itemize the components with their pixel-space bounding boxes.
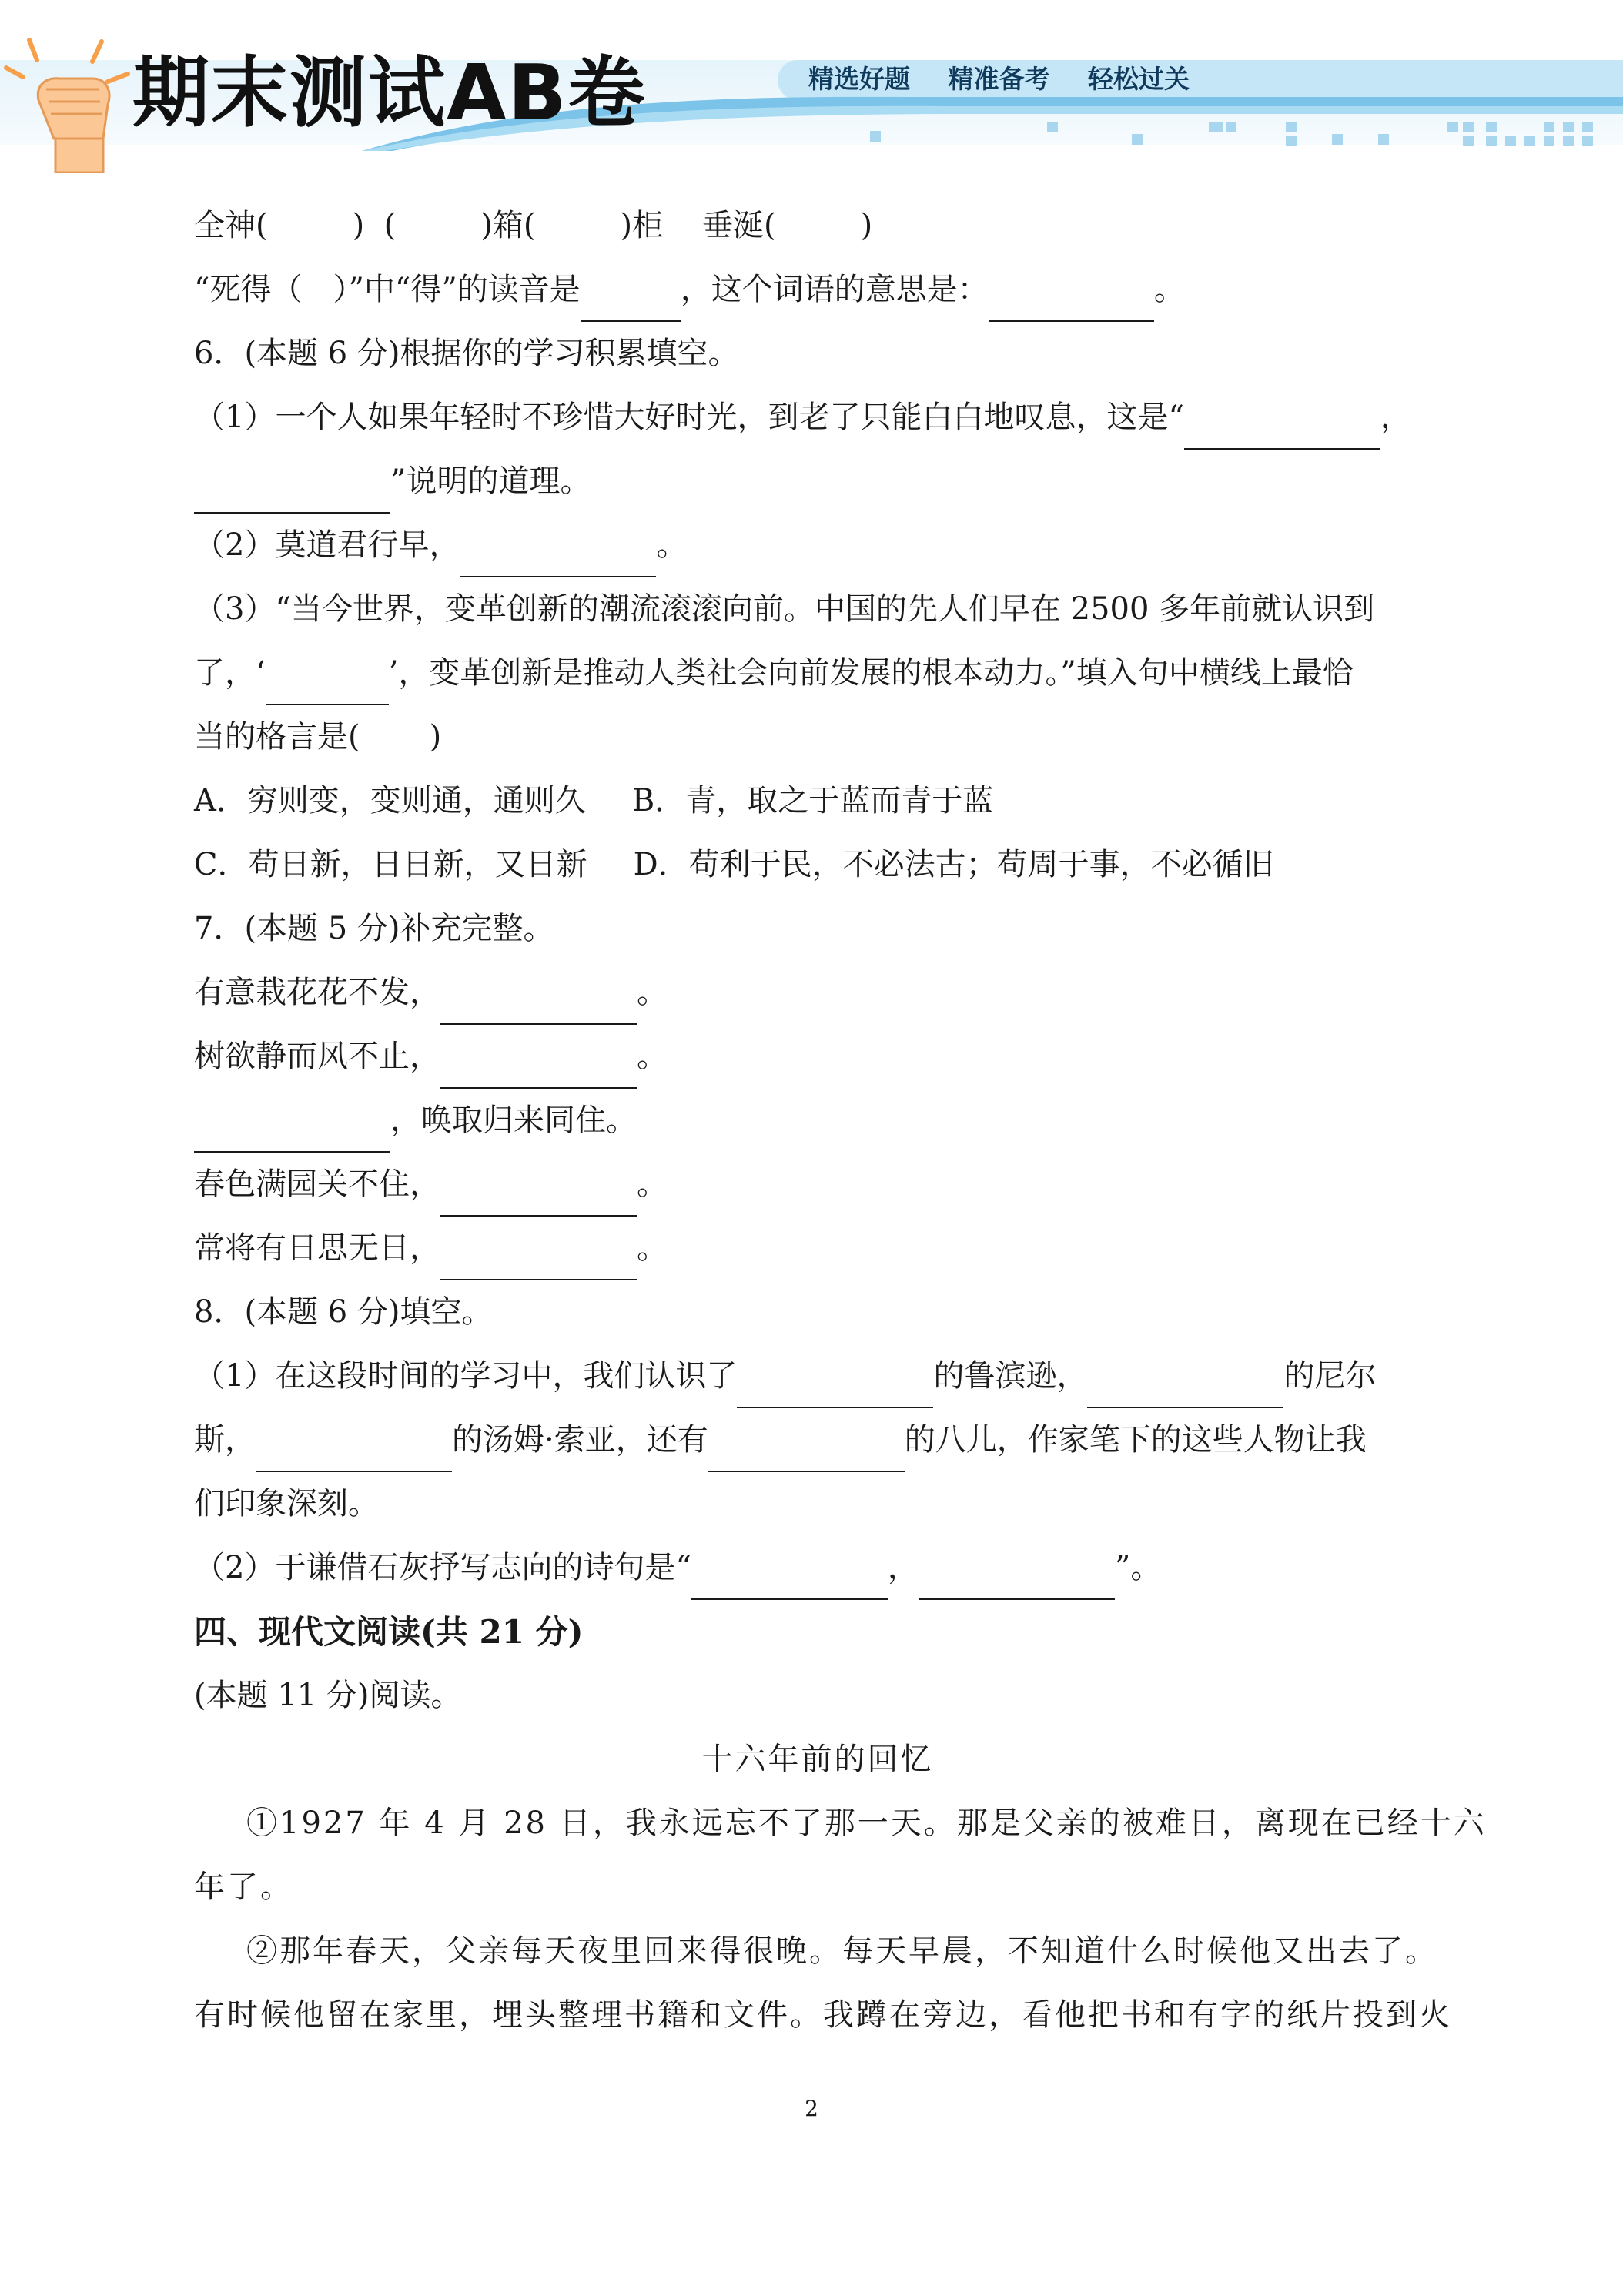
text-line <box>194 705 1441 769</box>
text: （1）一个人如果年轻时不珍惜大好时光，到老了只能白白地叹息，这是“ <box>194 400 1184 435</box>
answer-blank[interactable] <box>737 1368 933 1408</box>
text-line: （3）“当今世界，变革创新的潮流滚滚向前。中国的先人们早在 2500 多年前就认识到 <box>194 591 1375 627</box>
text: 了，‘ <box>194 655 266 691</box>
text-line <box>194 1344 1441 1408</box>
answer-blank[interactable] <box>194 1113 390 1153</box>
answer-blank[interactable] <box>989 282 1154 322</box>
text: 树欲静而风不止， <box>194 1039 440 1074</box>
text: )箱( <box>480 208 536 243</box>
text-line <box>194 514 1441 577</box>
paragraph-line: 有时候他留在家里，埋头整理书籍和文件。我蹲在旁边，看他把书和有字的纸片投到火 <box>194 1997 1452 2033</box>
answer-blank[interactable] <box>440 1049 637 1089</box>
text-line <box>194 450 1441 514</box>
header-dots-decoration <box>870 115 1609 154</box>
text: 。 <box>656 527 688 563</box>
text-line <box>194 1153 1441 1217</box>
answer-blank[interactable] <box>194 474 390 514</box>
text: 。 <box>637 1039 668 1074</box>
text: 的鲁滨逊， <box>933 1358 1088 1394</box>
text: ) <box>352 208 365 243</box>
text-line <box>194 641 1441 705</box>
text: ”。 <box>1114 1550 1162 1585</box>
answer-blank[interactable] <box>440 1240 637 1280</box>
tagline-item: 轻松过关 <box>1088 64 1190 94</box>
answer-blank[interactable] <box>708 1432 905 1472</box>
page-number: 2 <box>805 2096 818 2121</box>
tagline-item: 精准备考 <box>948 64 1050 94</box>
text-line <box>194 194 1441 258</box>
answer-blank[interactable] <box>440 985 637 1025</box>
option-line <box>194 833 1441 897</box>
story-title: 十六年前的回忆 <box>701 1742 934 1777</box>
paragraph-line: ①1927 年 4 月 28 日，我永远忘不了那一天。那是父亲的被难日，离现在已经十六 <box>246 1806 1487 1841</box>
text-line <box>194 961 1441 1025</box>
text: )柜 <box>620 208 664 243</box>
text: ”说明的道理。 <box>390 464 591 499</box>
text: 有意栽花花不发， <box>194 975 440 1010</box>
text: ) <box>429 719 442 755</box>
fist-icon <box>0 31 135 173</box>
answer-blank[interactable] <box>581 282 681 322</box>
option-b[interactable]: B．青，取之于蓝而青于蓝 <box>631 783 994 818</box>
text-line <box>194 1408 1441 1472</box>
text: 。 <box>637 975 668 1010</box>
question-title: 8．(本题 6 分)填空。 <box>194 1294 493 1330</box>
text-line <box>194 1089 1441 1153</box>
option-d[interactable]: D．苟利于民，不必法古；苟周于事，不必循旧 <box>633 847 1274 882</box>
text: 。 <box>637 1230 668 1266</box>
text: 的尼尔 <box>1283 1358 1377 1394</box>
text-line <box>194 386 1441 450</box>
answer-blank[interactable] <box>440 1176 637 1217</box>
text: ) <box>860 208 873 243</box>
text: 当的格言是( <box>194 719 360 755</box>
answer-blank[interactable] <box>691 1560 888 1600</box>
text-line <box>194 1536 1441 1600</box>
text-line <box>194 1217 1441 1280</box>
text-line: (本题 11 分)阅读。 <box>194 1678 462 1713</box>
text-line: 们印象深刻。 <box>194 1486 379 1521</box>
paragraph-line: 年了。 <box>194 1869 293 1905</box>
text: ， <box>887 1550 919 1585</box>
answer-blank[interactable] <box>256 1432 452 1472</box>
answer-blank[interactable] <box>266 665 389 705</box>
paragraph-line: ②那年春天，父亲每天夜里回来得很晚。每天早晨，不知道什么时候他又出去了。 <box>246 1933 1438 1969</box>
answer-blank[interactable] <box>460 537 656 577</box>
text: （1）在这段时间的学习中，我们认识了 <box>194 1358 738 1394</box>
text: ( <box>383 208 397 243</box>
text: ，这个词语的意思是： <box>680 272 989 307</box>
answer-blank[interactable] <box>1087 1368 1283 1408</box>
text: 的八儿，作家笔下的这些人物让我 <box>904 1422 1367 1458</box>
section-heading: 四、现代文阅读(共 21 分) <box>194 1613 584 1651</box>
text: 全神( <box>194 208 268 243</box>
tagline-item: 精选好题 <box>808 64 910 94</box>
answer-blank[interactable] <box>1184 410 1380 450</box>
question-title: 7．(本题 5 分)补充完整。 <box>194 911 554 946</box>
text: 垂涎( <box>701 208 776 243</box>
answer-blank[interactable] <box>919 1560 1115 1600</box>
option-a[interactable]: A．穷则变，变则通，通则久 <box>194 783 586 818</box>
page-title: 期末测试AB卷 <box>132 48 647 138</box>
exam-content <box>194 194 1487 2047</box>
text-line <box>194 1025 1441 1089</box>
text: 。 <box>1153 272 1185 307</box>
text: ）”中“得”的读音是 <box>333 272 581 307</box>
header-tagline <box>808 62 1501 97</box>
text: ，唤取归来同住。 <box>390 1103 637 1138</box>
text: ’，变革创新是推动人类社会向前发展的根本动力。”填入句中横线上最恰 <box>388 655 1354 691</box>
text-line <box>194 258 1441 322</box>
text: ， <box>1380 400 1411 435</box>
question-title: 6．(本题 6 分)根据你的学习积累填空。 <box>194 336 739 371</box>
text: 春色满园关不住， <box>194 1166 440 1202</box>
option-line <box>194 769 1441 833</box>
text: 的汤姆·索亚，还有 <box>452 1422 708 1458</box>
option-c[interactable]: C．苟日新，日日新，又日新 <box>194 847 587 882</box>
text: 常将有日思无日， <box>194 1230 440 1266</box>
page-header <box>0 0 1623 166</box>
text: 斯， <box>194 1422 256 1458</box>
text: （2）莫道君行早， <box>194 527 460 563</box>
text: “死得（ <box>194 272 303 307</box>
text: 。 <box>637 1166 668 1202</box>
text: （2）于谦借石灰抒写志向的诗句是“ <box>194 1550 691 1585</box>
